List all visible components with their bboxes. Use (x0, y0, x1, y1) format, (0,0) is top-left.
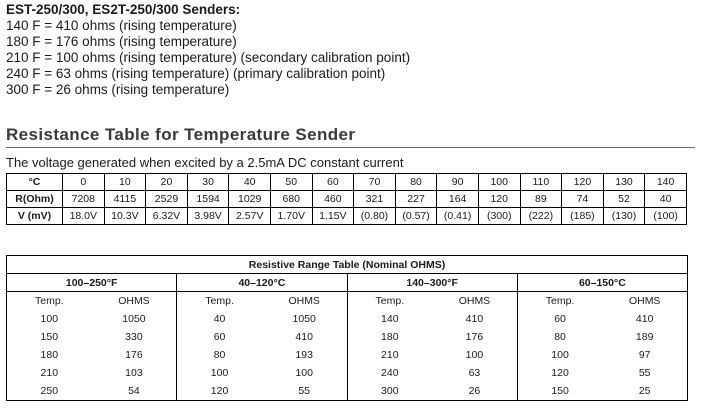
ohms-cell: 55 (262, 382, 347, 401)
row-label: °C (7, 174, 63, 191)
table-cell: 680 (270, 191, 312, 208)
table-row (7, 328, 688, 346)
ohms-cell: 26 (432, 382, 517, 401)
table-cell: 1.15V (312, 208, 354, 225)
range-group-row (7, 274, 688, 292)
table-cell: 1.70V (270, 208, 312, 225)
ohms-header: OHMS (92, 292, 177, 311)
temp-cell: 240 (347, 364, 432, 382)
temp-header: Temp. (177, 292, 262, 311)
range-title-row (7, 256, 688, 274)
temp-cell: 150 (7, 328, 92, 346)
range-group-header: 100–250°F (7, 274, 177, 292)
table-cell: 52 (603, 191, 645, 208)
ohms-cell: 54 (92, 382, 177, 401)
table-cell: 1029 (229, 191, 271, 208)
table-cell: 18.0V (63, 208, 105, 225)
sender-line: 180 F = 176 ohms (rising temperature) (6, 34, 237, 49)
table-row (7, 364, 688, 382)
ohms-cell: 1050 (92, 310, 177, 328)
table-cell: 0 (63, 174, 105, 191)
table-cell: 2529 (146, 191, 188, 208)
range-group-header: 40–120°C (177, 274, 347, 292)
table-cell: 110 (520, 174, 562, 191)
table-cell: 60 (312, 174, 354, 191)
range-subheader-row (7, 292, 688, 311)
ohms-cell: 330 (92, 328, 177, 346)
temp-cell: 120 (517, 364, 602, 382)
table-cell: 4115 (104, 191, 146, 208)
temp-cell: 210 (347, 346, 432, 364)
table-cell: 120 (478, 191, 520, 208)
table-cell: 227 (395, 191, 437, 208)
table-cell: (300) (478, 208, 520, 225)
ohms-cell: 410 (262, 328, 347, 346)
resistance-row (7, 191, 687, 208)
table-cell: 74 (562, 191, 604, 208)
table-cell: 90 (437, 174, 479, 191)
table-cell: (222) (520, 208, 562, 225)
temp-cell: 60 (177, 328, 262, 346)
table-row (7, 346, 688, 364)
table-cell: 3.98V (187, 208, 229, 225)
table-row (7, 310, 688, 328)
table-cell: 1594 (187, 191, 229, 208)
table-cell: 89 (520, 191, 562, 208)
table-cell: 20 (146, 174, 188, 191)
table-cell: 140 (645, 174, 687, 191)
table-cell: 40 (645, 191, 687, 208)
table-cell: 164 (437, 191, 479, 208)
table-cell: 321 (354, 191, 396, 208)
table-cell: 80 (395, 174, 437, 191)
section-divider (6, 147, 695, 148)
temp-cell: 300 (347, 382, 432, 401)
table-cell: (100) (645, 208, 687, 225)
table-cell: (0.57) (395, 208, 437, 225)
ohms-header: OHMS (432, 292, 517, 311)
table-cell: 10.3V (104, 208, 146, 225)
senders-block (6, 2, 696, 98)
temp-cell: 150 (517, 382, 602, 401)
table-cell: 120 (562, 174, 604, 191)
temp-header: Temp. (347, 292, 432, 311)
temp-header: Temp. (7, 292, 92, 311)
ohms-header: OHMS (602, 292, 687, 311)
temp-cell: 100 (7, 310, 92, 328)
temp-header: Temp. (517, 292, 602, 311)
table-cell: (0.80) (354, 208, 396, 225)
table-cell: 70 (354, 174, 396, 191)
voltage-note: The voltage generated when excited by a 2.5mA DC constant current (6, 155, 404, 170)
table-cell: 50 (270, 174, 312, 191)
temp-cell: 40 (177, 310, 262, 328)
ohms-cell: 176 (432, 328, 517, 346)
table-cell: 2.57V (229, 208, 271, 225)
section-title: Resistance Table for Temperature Sender (6, 125, 356, 144)
table-cell: 6.32V (146, 208, 188, 225)
table-cell: 40 (229, 174, 271, 191)
temp-cell: 80 (177, 346, 262, 364)
resistance-row (7, 174, 687, 191)
ohms-cell: 103 (92, 364, 177, 382)
table-cell: 10 (104, 174, 146, 191)
resistive-range-table (6, 255, 688, 401)
temp-cell: 210 (7, 364, 92, 382)
ohms-cell: 189 (602, 328, 687, 346)
ohms-cell: 193 (262, 346, 347, 364)
resistance-table (6, 173, 687, 225)
temp-cell: 120 (177, 382, 262, 401)
ohms-header: OHMS (262, 292, 347, 311)
ohms-cell: 100 (432, 346, 517, 364)
table-cell: 130 (603, 174, 645, 191)
ohms-cell: 55 (602, 364, 687, 382)
row-label: V (mV) (7, 208, 63, 225)
table-cell: (0.41) (437, 208, 479, 225)
temp-cell: 100 (517, 346, 602, 364)
ohms-cell: 1050 (262, 310, 347, 328)
ohms-cell: 176 (92, 346, 177, 364)
range-group-header: 60–150°C (517, 274, 687, 292)
range-table-title: Resistive Range Table (Nominal OHMS) (7, 256, 688, 274)
table-cell: 460 (312, 191, 354, 208)
ohms-cell: 25 (602, 382, 687, 401)
range-group-header: 140–300°F (347, 274, 517, 292)
sender-line: 140 F = 410 ohms (rising temperature) (6, 18, 237, 33)
temp-cell: 80 (517, 328, 602, 346)
ohms-cell: 410 (432, 310, 517, 328)
table-row (7, 382, 688, 401)
ohms-cell: 410 (602, 310, 687, 328)
ohms-cell: 97 (602, 346, 687, 364)
senders-heading: EST-250/300, ES2T-250/300 Senders: (6, 2, 241, 17)
table-cell: (130) (603, 208, 645, 225)
resistance-row (7, 208, 687, 225)
temp-cell: 250 (7, 382, 92, 401)
sender-line: 300 F = 26 ohms (rising temperature) (6, 82, 230, 97)
temp-cell: 140 (347, 310, 432, 328)
sender-line: 240 F = 63 ohms (rising temperature) (primary calibration point) (6, 66, 386, 81)
table-cell: (185) (562, 208, 604, 225)
temp-cell: 180 (7, 346, 92, 364)
temp-cell: 180 (347, 328, 432, 346)
table-cell: 100 (478, 174, 520, 191)
ohms-cell: 100 (262, 364, 347, 382)
row-label: R(Ohm) (7, 191, 63, 208)
table-cell: 30 (187, 174, 229, 191)
temp-cell: 60 (517, 310, 602, 328)
table-cell: 7208 (63, 191, 105, 208)
temp-cell: 100 (177, 364, 262, 382)
ohms-cell: 63 (432, 364, 517, 382)
sender-line: 210 F = 100 ohms (rising temperature) (secondary calibration point) (6, 50, 411, 65)
